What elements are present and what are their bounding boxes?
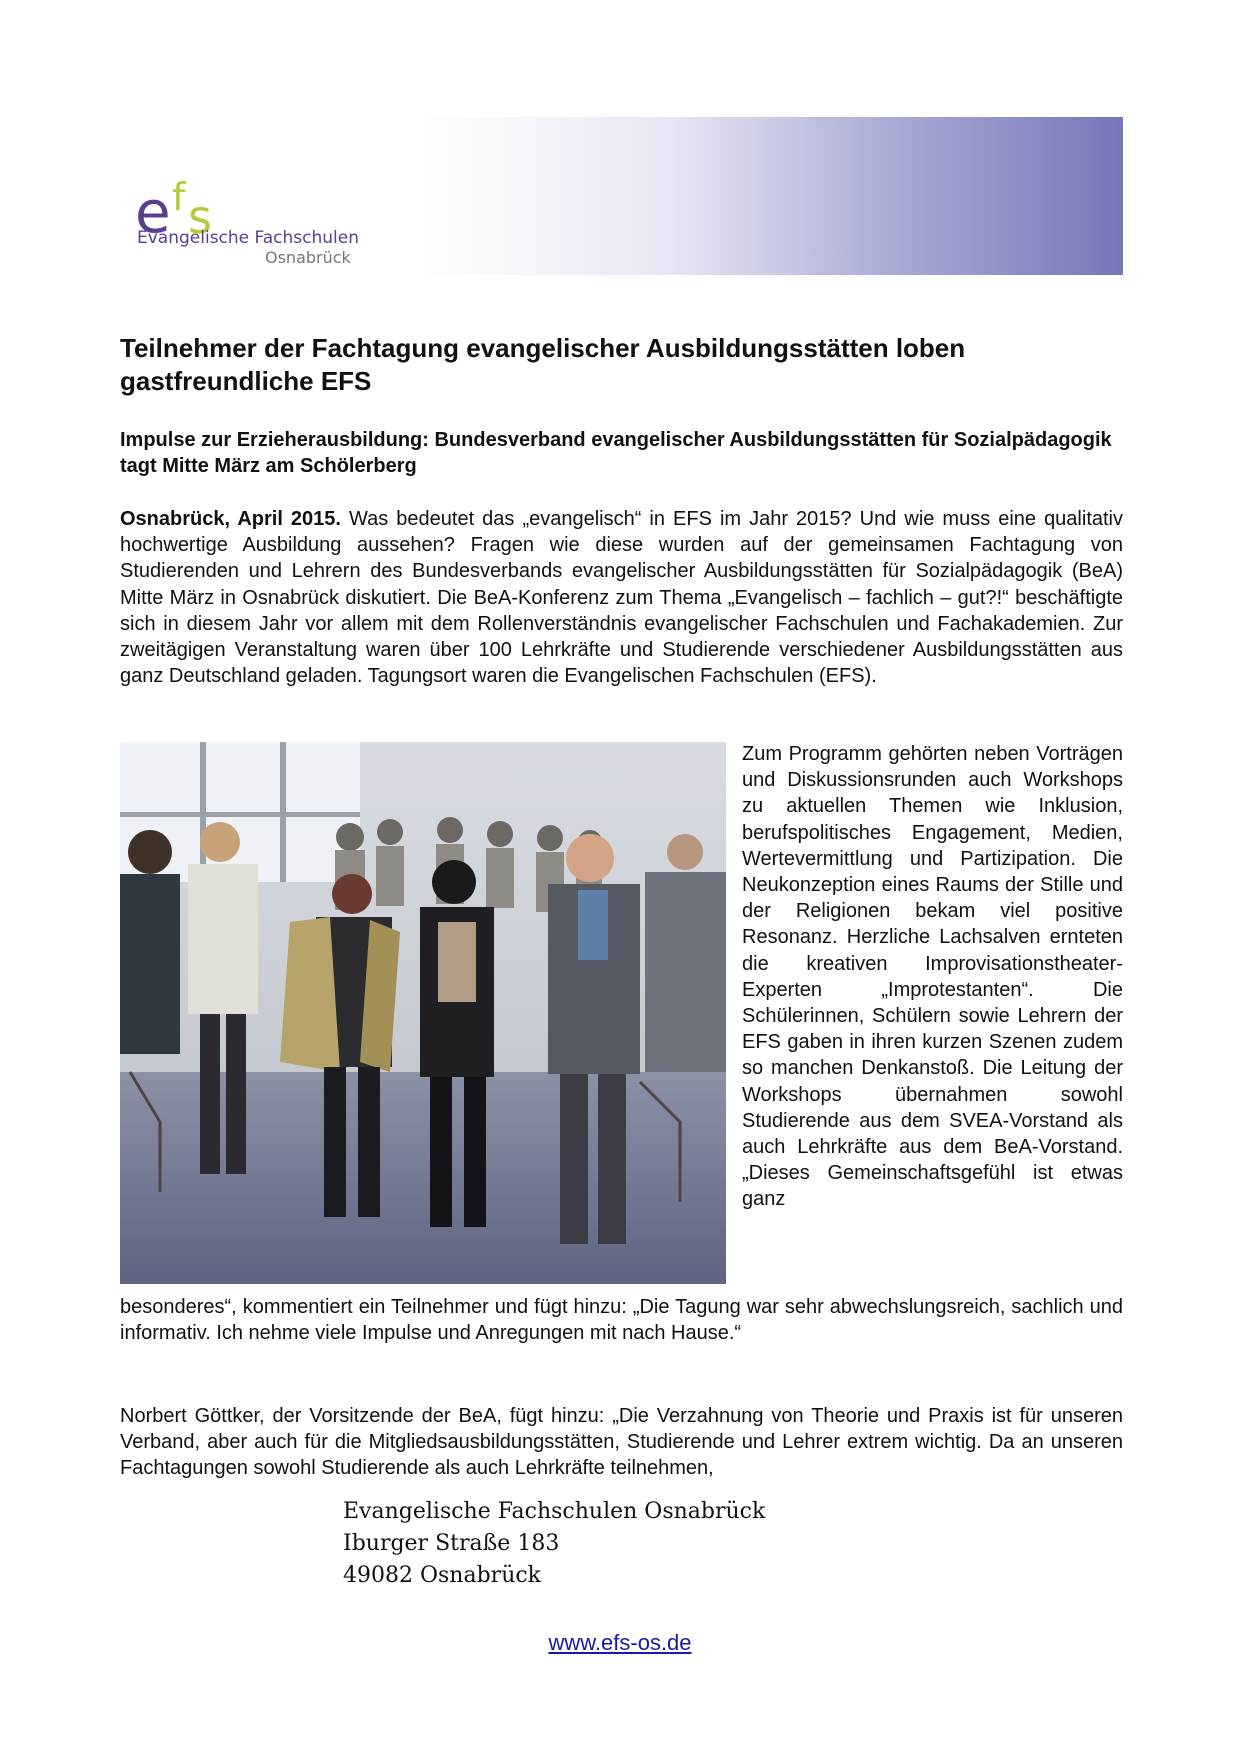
article-subheadline: Impulse zur Erzieherausbildung: Bundesverband evangelischer Ausbildungsstätten für Sozialpädagogik tagt Mitte März am Schölerberg (120, 429, 1112, 477)
footer-website (0, 1630, 1240, 1656)
article-quote-paragraph: Norbert Göttker, der Vorsitzende der BeA, fügt hinzu: „Die Verzahnung von Theorie und Praxis ist für unseren Verband, aber auch für die Mitgliedsausbildungsstätten, Studierende und Lehrer extrem wichtig. Da an unseren Fachtagungen sowohl Studierende als auch Lehrkräfte teilnehmen, (120, 1405, 1123, 1480)
article-intro-text: Was bedeutet das „evangelisch“ in EFS im Jahr 2015? Und wie muss eine qualitativ hochwertige Ausbildung aussehen? Fragen wie diese wurden auf der gemeinsamen Fachtagung von Studierenden und Lehrern des Bundesverbands evangelischer Ausbildungsstätten für Sozialpädagogik (BeA) Mitte März in Osnabrück diskutiert. Die BeA-Konferenz zum Thema „Evangelisch – fachlich – gut?!“ beschäftigte sich in diesem Jahr vor allem mit dem Rollenverständnis evangelischer Fachschulen und Fachakademien. Zur zweitägigen Veranstaltung waren über 100 Lehrkräfte und Studierende verschiedener Ausbildungsstätten aus ganz Deutschland geladen. Tagungsort waren die Evangelischen Fachschulen (EFS). (120, 508, 1123, 688)
article-intro (120, 506, 1123, 689)
article-headline: Teilnehmer der Fachtagung evangelischer Ausbildungsstätten loben gastfreundliche EFS (120, 333, 966, 396)
address-line-city: 49082 Osnabrück (343, 1563, 542, 1588)
svg-text:f: f (172, 175, 186, 219)
address-line-street: Iburger Straße 183 (343, 1531, 560, 1556)
article-continuation: besonderes“, kommentiert ein Teilnehmer und fügt hinzu: „Die Tagung war sehr abwechslungsreich, sachlich und informativ. Ich nehme viele Impulse und Anregungen mit nach Hause.“ (120, 1296, 1123, 1345)
svg-text:e: e (135, 178, 171, 246)
logo-text-city: Osnabrück (265, 248, 351, 267)
article-dateline: Osnabrück, April 2015. (120, 508, 341, 530)
footer-address (343, 1496, 765, 1592)
article-side-column: Zum Programm gehörten neben Vorträgen und Diskussionsrunden auch Workshops zu aktuellen Themen wie Inklusion, berufspolitisches Engagement, Medien, Wertevermittlung und Partizipation. Die Neukonzeption eines Raums der Stille und der Religionen bekam viel positive Resonanz. Herzliche Lachsalven ernteten die kreativen Improvisationstheater-Experten „Improtestanten“. Die Schülerinnen, Schülern sowie Lehrern der EFS gaben in ihren kurzen Szenen zudem so manchen Denkanstoß. Die Leitung der Workshops übernahmen sowohl Studierende aus dem SVEA-Vorstand als auch Lehrkräfte aus dem BeA-Vorstand. „Dieses Gemeinschaftsgefühl ist etwas ganz (742, 743, 1123, 1211)
website-link[interactable]: www.efs-os.de (548, 1630, 692, 1655)
address-line-name: Evangelische Fachschulen Osnabrück (343, 1499, 766, 1524)
logo-text-school: Evangelische Fachschulen (137, 228, 359, 248)
svg-text:s: s (188, 190, 212, 244)
conference-photo (120, 742, 726, 1284)
